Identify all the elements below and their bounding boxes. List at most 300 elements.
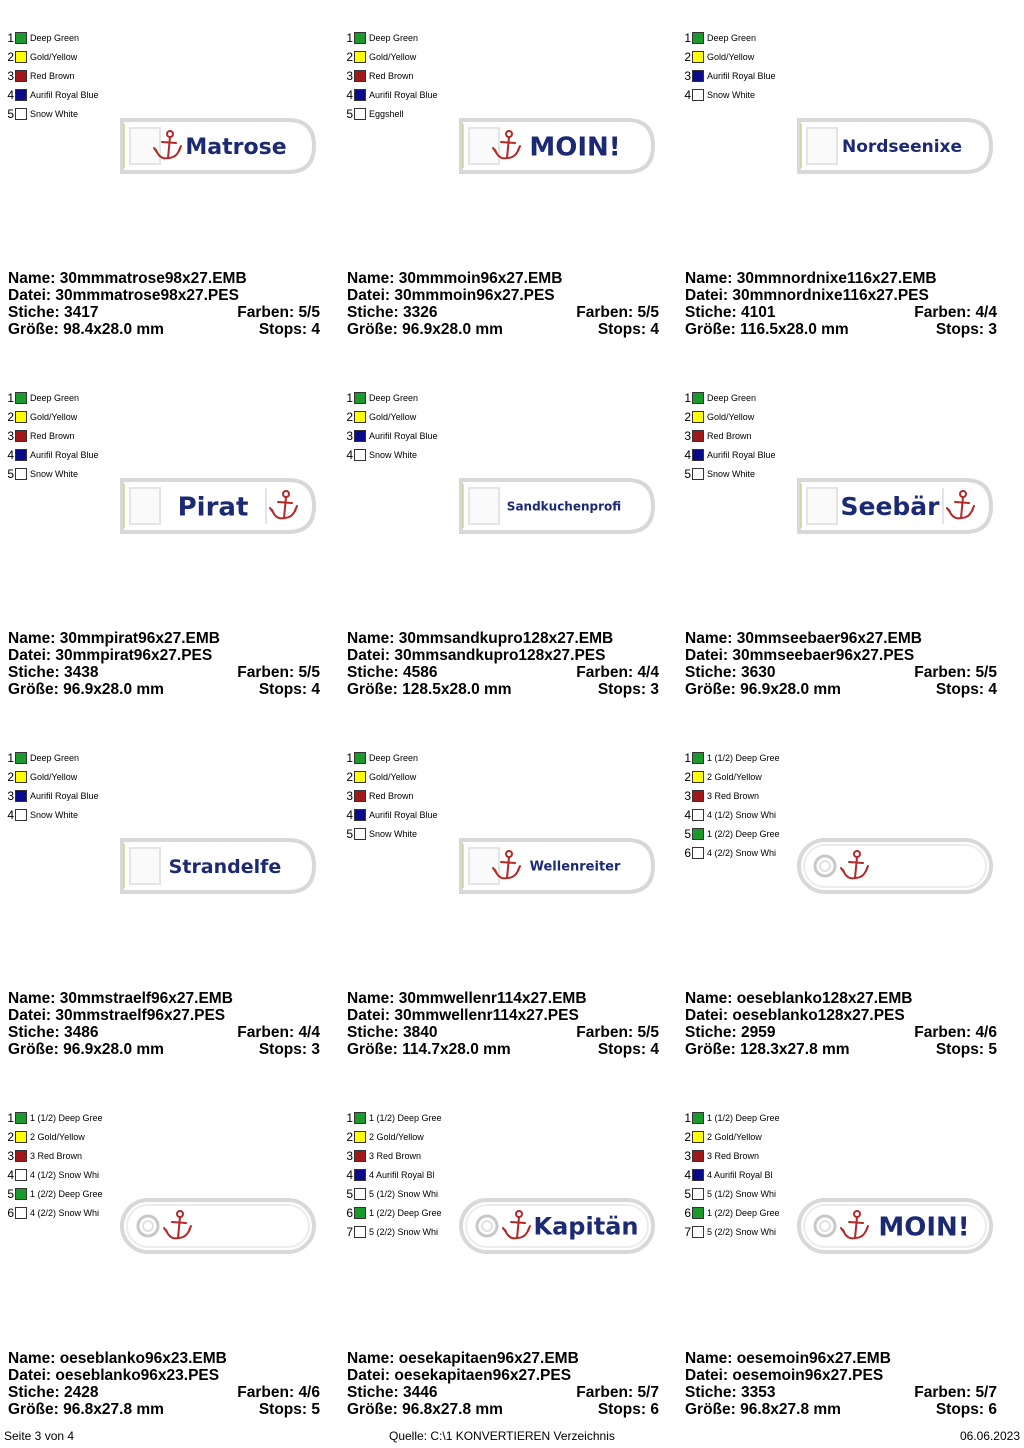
- color-swatch: [354, 1112, 366, 1124]
- design-name-value: oeseblanko96x23.EMB: [59, 1350, 227, 1367]
- color-swatch: [15, 771, 27, 783]
- stop-count: [936, 321, 997, 338]
- color-swatch: [15, 89, 27, 101]
- thread-color-item: [683, 786, 781, 805]
- design-name-value: 30mmseebaer96x27.EMB: [736, 630, 922, 647]
- stop-count: [259, 1041, 320, 1058]
- design-file-label: Datei:: [8, 287, 52, 304]
- color-swatch: [692, 70, 704, 82]
- thread-color-item: [345, 805, 443, 824]
- color-swatch: [15, 70, 27, 82]
- design-name: [347, 1350, 579, 1367]
- color-count: [576, 1024, 659, 1041]
- design-card: [339, 1080, 659, 1440]
- stitch-count-value: 3417: [64, 304, 99, 321]
- stop-count-value: 3: [988, 321, 997, 338]
- color-name: Gold/Yellow: [30, 771, 78, 782]
- design-file: [685, 647, 914, 664]
- stitch-count-label: Stiche:: [685, 1024, 737, 1041]
- page-number: Seite 3 von 4: [4, 1429, 75, 1443]
- thread-color-item: [345, 748, 443, 767]
- embroidery-preview: [120, 1198, 316, 1254]
- color-number: 3: [7, 1148, 14, 1163]
- stitch-count-value: 2428: [64, 1384, 99, 1401]
- color-number: 3: [346, 1148, 353, 1163]
- color-number: 2: [7, 769, 14, 784]
- design-size: [347, 321, 503, 338]
- color-name: Gold/Yellow: [707, 51, 755, 62]
- stitch-count: [347, 1384, 437, 1401]
- color-count: [914, 1024, 997, 1041]
- color-number: 2: [684, 769, 691, 784]
- color-swatch: [692, 790, 704, 802]
- thread-color-item: [6, 104, 104, 123]
- stitch-count-value: 3630: [741, 664, 776, 681]
- stop-count: [936, 681, 997, 698]
- color-swatch: [15, 1150, 27, 1162]
- color-name: 4 (2/2) Snow Whi: [30, 1207, 100, 1218]
- color-number: 7: [346, 1224, 353, 1239]
- design-size: [685, 321, 849, 338]
- design-file-value: 30mmstraelf96x27.PES: [55, 1007, 226, 1024]
- color-swatch: [354, 1188, 366, 1200]
- design-size: [685, 1401, 841, 1418]
- design-name-value: oesemoin96x27.EMB: [736, 1350, 891, 1367]
- tag-text: MOIN!: [529, 132, 621, 163]
- color-name: Snow White: [707, 89, 756, 100]
- thread-color-item: [345, 66, 443, 85]
- color-name: Deep Green: [707, 392, 757, 403]
- embroidery-preview: [459, 1198, 655, 1254]
- tag-text: Kapitän: [533, 1212, 639, 1241]
- color-swatch: [354, 828, 366, 840]
- color-number: 5: [684, 826, 691, 841]
- design-size-value: 96.9x28.0 mm: [63, 681, 164, 698]
- color-number: 2: [7, 409, 14, 424]
- design-file-label: Datei:: [8, 1367, 52, 1384]
- stitch-count-label: Stiche:: [347, 664, 399, 681]
- thread-color-item: [683, 426, 781, 445]
- design-name: [685, 990, 912, 1007]
- stitch-count-label: Stiche:: [347, 304, 399, 321]
- stitch-count-value: 3353: [741, 1384, 776, 1401]
- thread-color-item: [6, 805, 104, 824]
- color-count-value: 5/7: [975, 1384, 997, 1401]
- design-name-label: Name:: [347, 990, 395, 1007]
- color-count-value: 4/6: [298, 1384, 320, 1401]
- design-size-label: Größe:: [347, 321, 398, 338]
- design-name-value: 30mmmoin96x27.EMB: [398, 270, 563, 287]
- tag-text: Seebär: [840, 492, 940, 521]
- color-number: 3: [684, 788, 691, 803]
- color-swatch: [354, 70, 366, 82]
- design-name-label: Name:: [8, 990, 56, 1007]
- tag-text: Sandkuchenprofi: [506, 499, 622, 514]
- color-swatch: [354, 752, 366, 764]
- color-count-label: Farben:: [914, 304, 972, 321]
- color-number: 4: [346, 447, 353, 462]
- color-name: Red Brown: [369, 790, 414, 801]
- design-info: [8, 630, 320, 698]
- design-file-label: Datei:: [685, 287, 729, 304]
- design-size-value: 96.9x28.0 mm: [740, 681, 841, 698]
- stitch-count: [347, 304, 437, 321]
- design-name: [8, 1350, 227, 1367]
- color-number: 6: [7, 1205, 14, 1220]
- design-card: [0, 0, 320, 360]
- color-name: 5 (2/2) Snow Whi: [707, 1226, 777, 1237]
- design-card: [677, 360, 997, 720]
- color-name: 1 (1/2) Deep Gree: [707, 752, 780, 763]
- color-swatch: [15, 32, 27, 44]
- color-count-value: 5/5: [298, 304, 320, 321]
- color-name: Snow White: [707, 468, 756, 479]
- color-number: 2: [7, 1129, 14, 1144]
- stop-count: [598, 681, 659, 698]
- color-swatch: [15, 411, 27, 423]
- color-count-label: Farben:: [576, 304, 634, 321]
- thread-color-item: [683, 1165, 781, 1184]
- design-card: [0, 720, 320, 1080]
- stitch-count-value: 3840: [403, 1024, 438, 1041]
- design-info: [347, 1350, 659, 1418]
- stitch-count-value: 2959: [741, 1024, 776, 1041]
- design-file-label: Datei:: [347, 1007, 391, 1024]
- design-size-value: 116.5x28.0 mm: [740, 321, 849, 338]
- color-swatch: [354, 1226, 366, 1238]
- color-number: 6: [684, 845, 691, 860]
- color-count-value: 5/5: [637, 304, 659, 321]
- stop-count: [259, 1401, 320, 1418]
- thread-color-item: [6, 28, 104, 47]
- color-swatch: [692, 1226, 704, 1238]
- thread-color-item: [345, 1165, 443, 1184]
- thread-color-item: [6, 1184, 104, 1203]
- design-name-label: Name:: [347, 630, 395, 647]
- design-info: [685, 270, 997, 338]
- color-number: 3: [7, 428, 14, 443]
- thread-color-item: [683, 1146, 781, 1165]
- color-count-label: Farben:: [237, 304, 295, 321]
- thread-color-item: [6, 748, 104, 767]
- design-size: [347, 1401, 503, 1418]
- thread-color-item: [683, 47, 781, 66]
- design-name-value: 30mmsandkupro128x27.EMB: [398, 630, 614, 647]
- stop-count-value: 4: [311, 681, 320, 698]
- design-name-value: oesekapitaen96x27.EMB: [398, 1350, 579, 1367]
- thread-color-item: [6, 1146, 104, 1165]
- stop-count-label: Stops:: [258, 1041, 308, 1058]
- color-name: 1 (1/2) Deep Gree: [369, 1112, 442, 1123]
- design-file-value: oeseblanko128x27.PES: [732, 1007, 905, 1024]
- design-name-value: 30mmwellenr114x27.EMB: [398, 990, 587, 1007]
- stitch-count-label: Stiche:: [347, 1384, 399, 1401]
- thread-color-list: [345, 28, 443, 123]
- design-size-label: Größe:: [347, 1401, 398, 1418]
- color-swatch: [692, 32, 704, 44]
- color-number: 2: [346, 1129, 353, 1144]
- color-number: 1: [7, 390, 14, 405]
- design-size-value: 128.5x28.0 mm: [402, 681, 512, 698]
- color-name: 5 (1/2) Snow Whi: [369, 1188, 439, 1199]
- thread-color-list: [345, 388, 443, 464]
- color-name: 3 Red Brown: [707, 790, 760, 801]
- design-name: [347, 270, 562, 287]
- color-count-value: 4/4: [298, 1024, 320, 1041]
- stop-count-label: Stops:: [935, 1041, 985, 1058]
- color-number: 4: [684, 447, 691, 462]
- design-name-label: Name:: [685, 630, 733, 647]
- embroidery-preview: [120, 478, 316, 534]
- color-swatch: [692, 1207, 704, 1219]
- design-size-label: Größe:: [685, 1041, 736, 1058]
- design-size-label: Größe:: [8, 681, 59, 698]
- thread-color-item: [345, 426, 443, 445]
- color-number: 2: [684, 1129, 691, 1144]
- color-name: Gold/Yellow: [30, 411, 78, 422]
- color-count-label: Farben:: [237, 1024, 295, 1041]
- embroidery-preview: [120, 838, 316, 894]
- color-swatch: [354, 1207, 366, 1219]
- stop-count-label: Stops:: [258, 681, 308, 698]
- design-file: [8, 287, 239, 304]
- color-name: 1 (2/2) Deep Gree: [369, 1207, 442, 1218]
- color-swatch: [354, 1169, 366, 1181]
- design-size: [8, 321, 164, 338]
- design-name: [347, 630, 613, 647]
- stop-count-value: 6: [988, 1401, 997, 1418]
- color-number: 4: [346, 1167, 353, 1182]
- design-file-value: 30mmmatrose98x27.PES: [55, 287, 239, 304]
- design-file-label: Datei:: [347, 1367, 391, 1384]
- design-info: [685, 990, 997, 1058]
- color-name: Red Brown: [707, 430, 752, 441]
- embroidery-preview: [459, 838, 655, 894]
- color-number: 5: [7, 466, 14, 481]
- stop-count-label: Stops:: [935, 321, 985, 338]
- color-number: 1: [684, 30, 691, 45]
- color-count: [576, 664, 659, 681]
- color-swatch: [692, 1131, 704, 1143]
- design-size-value: 114.7x28.0 mm: [402, 1041, 511, 1058]
- color-swatch: [354, 51, 366, 63]
- design-file-value: oeseblanko96x23.PES: [55, 1367, 220, 1384]
- design-name-label: Name:: [8, 630, 56, 647]
- thread-color-item: [345, 786, 443, 805]
- thread-color-list: [345, 1108, 443, 1241]
- color-swatch: [15, 790, 27, 802]
- stitch-count-label: Stiche:: [685, 1384, 737, 1401]
- color-swatch: [354, 449, 366, 461]
- color-count: [237, 664, 320, 681]
- stitch-count-label: Stiche:: [685, 304, 737, 321]
- design-file-value: oesemoin96x27.PES: [732, 1367, 884, 1384]
- design-name-label: Name:: [8, 1350, 56, 1367]
- color-name: 3 Red Brown: [707, 1150, 760, 1161]
- design-size-value: 98.4x28.0 mm: [63, 321, 164, 338]
- color-number: 5: [684, 1186, 691, 1201]
- stitch-count: [685, 1384, 775, 1401]
- thread-color-item: [6, 464, 104, 483]
- color-number: 3: [684, 428, 691, 443]
- design-size-label: Größe:: [8, 1401, 59, 1418]
- color-name: Gold/Yellow: [369, 771, 417, 782]
- design-file: [8, 647, 212, 664]
- color-number: 2: [684, 409, 691, 424]
- color-number: 2: [7, 49, 14, 64]
- color-number: 4: [7, 1167, 14, 1182]
- thread-color-item: [345, 85, 443, 104]
- color-number: 5: [7, 1186, 14, 1201]
- color-swatch: [354, 430, 366, 442]
- design-info: [8, 270, 320, 338]
- stop-count-label: Stops:: [597, 1041, 647, 1058]
- thread-color-item: [6, 1127, 104, 1146]
- design-name: [8, 990, 233, 1007]
- color-swatch: [354, 411, 366, 423]
- color-name: Gold/Yellow: [369, 411, 417, 422]
- color-count: [237, 304, 320, 321]
- stop-count-label: Stops:: [935, 681, 985, 698]
- thread-color-item: [6, 445, 104, 464]
- color-name: 4 Aurifil Royal Bl: [707, 1169, 773, 1180]
- design-name: [8, 270, 247, 287]
- design-size-value: 96.8x27.8 mm: [402, 1401, 503, 1418]
- color-number: 1: [346, 750, 353, 765]
- color-number: 1: [684, 750, 691, 765]
- color-name: Deep Green: [30, 32, 80, 43]
- design-size: [685, 681, 841, 698]
- color-number: 4: [684, 807, 691, 822]
- design-info: [347, 270, 659, 338]
- color-swatch: [15, 430, 27, 442]
- color-swatch: [692, 392, 704, 404]
- tag-text: MOIN!: [878, 1212, 970, 1243]
- design-name: [8, 630, 220, 647]
- color-count-label: Farben:: [237, 664, 295, 681]
- design-file: [685, 287, 929, 304]
- stitch-count-label: Stiche:: [8, 304, 60, 321]
- tag-text: Matrose: [185, 134, 287, 160]
- design-file-value: 30mmwellenr114x27.PES: [394, 1007, 579, 1024]
- design-name-value: 30mmnordnixe116x27.EMB: [736, 270, 937, 287]
- color-name: 3 Red Brown: [30, 1150, 83, 1161]
- tag-text: Strandelfe: [168, 855, 282, 878]
- color-count-value: 4/4: [975, 304, 997, 321]
- design-file-label: Datei:: [347, 647, 391, 664]
- color-name: Aurifil Royal Blue: [30, 449, 99, 460]
- embroidery-preview: [797, 118, 993, 174]
- color-count: [914, 1384, 997, 1401]
- color-count: [576, 304, 659, 321]
- design-name: [685, 270, 937, 287]
- design-file: [8, 1367, 219, 1384]
- color-swatch: [354, 32, 366, 44]
- design-size-value: 128.3x27.8 mm: [740, 1041, 850, 1058]
- stitch-count-value: 3486: [64, 1024, 99, 1041]
- color-number: 4: [7, 447, 14, 462]
- color-number: 3: [346, 428, 353, 443]
- thread-color-item: [6, 66, 104, 85]
- color-number: 1: [346, 1110, 353, 1125]
- thread-color-item: [683, 1127, 781, 1146]
- design-size-label: Größe:: [685, 321, 736, 338]
- color-count-value: 4/4: [637, 664, 659, 681]
- color-swatch: [354, 392, 366, 404]
- thread-color-list: [6, 748, 104, 824]
- color-name: Deep Green: [707, 32, 757, 43]
- color-name: 1 (2/2) Deep Gree: [707, 1207, 780, 1218]
- color-count-label: Farben:: [576, 664, 634, 681]
- thread-color-item: [345, 1146, 443, 1165]
- color-swatch: [692, 468, 704, 480]
- color-number: 2: [346, 49, 353, 64]
- stitch-count-label: Stiche:: [685, 664, 737, 681]
- design-file: [347, 1367, 571, 1384]
- embroidery-preview: [120, 118, 316, 174]
- thread-color-item: [345, 1222, 443, 1241]
- tag-text: Nordseenixe: [841, 137, 963, 158]
- stop-count-value: 3: [650, 681, 659, 698]
- design-name-label: Name:: [685, 990, 733, 1007]
- thread-color-item: [683, 748, 781, 767]
- color-count-label: Farben:: [237, 1384, 295, 1401]
- color-swatch: [692, 411, 704, 423]
- design-size-label: Größe:: [8, 321, 59, 338]
- stop-count-value: 5: [988, 1041, 997, 1058]
- color-name: Deep Green: [30, 392, 80, 403]
- color-name: Aurifil Royal Blue: [707, 70, 776, 81]
- thread-color-list: [345, 748, 443, 843]
- color-number: 5: [346, 106, 353, 121]
- design-size-value: 96.9x28.0 mm: [402, 321, 503, 338]
- stitch-count: [685, 664, 775, 681]
- design-info: [347, 630, 659, 698]
- stop-count-label: Stops:: [597, 681, 647, 698]
- color-swatch: [15, 1188, 27, 1200]
- stitch-count-value: 3438: [64, 664, 99, 681]
- design-file-label: Datei:: [8, 647, 52, 664]
- design-size-value: 96.9x28.0 mm: [63, 1041, 164, 1058]
- color-name: Aurifil Royal Blue: [369, 89, 438, 100]
- color-swatch: [692, 828, 704, 840]
- color-name: Snow White: [30, 468, 79, 479]
- color-name: Snow White: [369, 449, 418, 460]
- color-name: Aurifil Royal Blue: [30, 89, 99, 100]
- color-name: 2 Gold/Yellow: [707, 771, 762, 782]
- thread-color-item: [6, 407, 104, 426]
- thread-color-list: [6, 1108, 104, 1222]
- color-swatch: [692, 430, 704, 442]
- color-swatch: [692, 51, 704, 63]
- stitch-count-label: Stiche:: [8, 1384, 60, 1401]
- design-name-value: oeseblanko128x27.EMB: [736, 990, 913, 1007]
- thread-color-item: [683, 1222, 781, 1241]
- design-file-value: oesekapitaen96x27.PES: [394, 1367, 572, 1384]
- design-size-label: Größe:: [685, 681, 736, 698]
- thread-color-item: [6, 767, 104, 786]
- thread-color-item: [683, 1108, 781, 1127]
- color-name: 2 Gold/Yellow: [30, 1131, 85, 1142]
- color-number: 5: [7, 106, 14, 121]
- stop-count-label: Stops:: [597, 321, 647, 338]
- design-file-label: Datei:: [685, 1367, 729, 1384]
- color-name: 1 (1/2) Deep Gree: [30, 1112, 103, 1123]
- color-number: 4: [684, 1167, 691, 1182]
- stitch-count-label: Stiche:: [8, 664, 60, 681]
- color-count: [576, 1384, 659, 1401]
- color-number: 6: [346, 1205, 353, 1220]
